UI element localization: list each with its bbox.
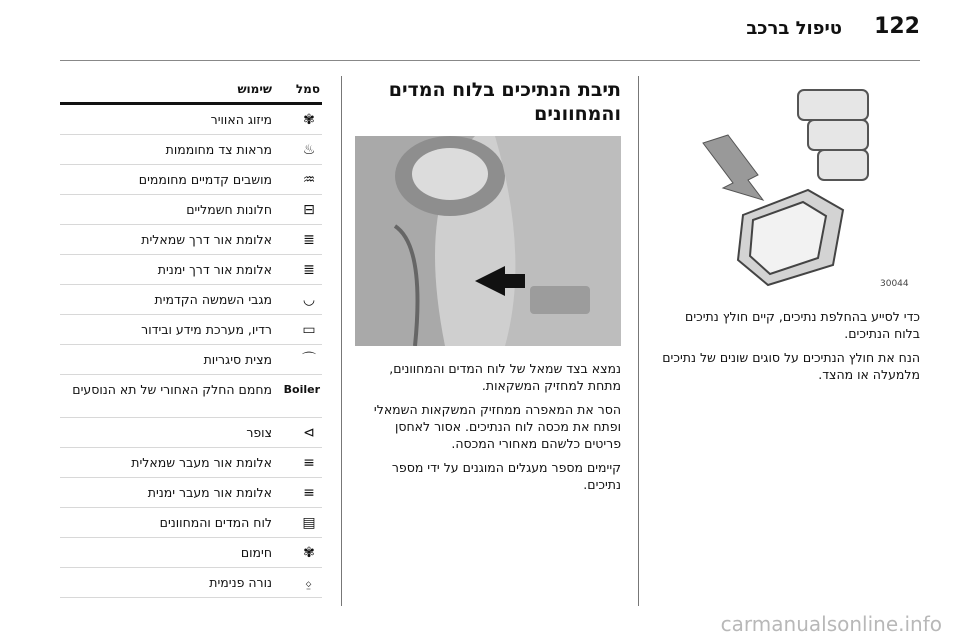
table-row — [60, 448, 322, 478]
fuse-use-label: חימום — [240, 545, 272, 560]
header-divider — [60, 60, 920, 61]
table-row — [60, 418, 322, 448]
table-row — [60, 135, 322, 165]
fuse-use-label: צופר — [246, 425, 272, 440]
fuse-use-label: מצית סיגריות — [203, 352, 272, 367]
power-window-icon: ⊟ — [303, 202, 315, 218]
seat-heater-icon: ♨ — [302, 142, 316, 158]
table-row — [60, 345, 322, 375]
paragraph: כדי לסייע בהחלפת נתיכים, קיים חולץ נתיכים בלוח הנתיכים. — [685, 309, 920, 341]
heating-icon: ✾ — [303, 545, 315, 561]
watermark: carmanualsonline.info — [720, 612, 942, 636]
fuse-use-label: אלומת אור דרך ימנית — [157, 262, 272, 277]
column-divider-right — [638, 76, 639, 606]
page-number: 122 — [874, 14, 920, 39]
radio-icon: ▭ — [302, 322, 316, 338]
fuse-use-label: מגבי השמשה הקדמית — [154, 292, 272, 307]
image-code: 30044 — [880, 279, 909, 289]
column-header-use: שימוש — [237, 82, 272, 96]
heated-seat-icon: ♒ — [302, 172, 316, 188]
table-row — [60, 195, 322, 225]
page-title: טיפול ברכב — [746, 18, 842, 39]
table-row — [60, 508, 322, 538]
fuse-use-label: אלומת אור מעבר ימנית — [147, 485, 272, 500]
fuse-extractor-section — [658, 80, 920, 390]
low-beam-left-icon: ≣ — [303, 232, 315, 248]
fuse-use-label: מחמם החלק האחורי של תא הנוסעים — [72, 382, 272, 397]
table-row — [60, 105, 322, 135]
table-row — [60, 225, 322, 255]
fuse-use-label: מושבים קדמיים מחוממים — [138, 172, 272, 187]
fuse-use-label: חלונות חשמליים — [186, 202, 272, 217]
low-beam-right-icon: ≣ — [303, 262, 315, 278]
interior-light-icon: ⍚ — [304, 575, 314, 591]
fuse-box-photo-illustration — [355, 136, 621, 346]
table-row — [60, 165, 322, 195]
fuse-table-body — [60, 105, 322, 598]
boiler-label: Boiler — [283, 383, 320, 396]
horn-icon: ⊳ — [303, 425, 315, 441]
table-row — [60, 568, 322, 598]
fuse-use-label: לוח המדים והמחוונים — [159, 515, 272, 530]
table-row — [60, 285, 322, 315]
table-row — [60, 315, 322, 345]
fuse-use-label: אלומת אור דרך שמאלית — [141, 232, 272, 247]
table-row — [60, 375, 322, 418]
fuse-table-header — [60, 80, 322, 105]
section-body — [658, 308, 920, 383]
fuse-use-label: מיזוג האוויר — [210, 112, 272, 127]
instrument-panel-fuse-section — [355, 78, 621, 500]
column-header-symbol: סמל — [295, 82, 320, 96]
fuse-extractor-illustration — [658, 80, 920, 292]
paragraph: הסר את המאפרה ממחזיק המשקאות השמאלי ופתח את מכסה לוח הנתיכים. אסור לאחסן פריטים כלשהם מאחורי המכסה. — [373, 402, 621, 451]
column-divider-left — [341, 76, 342, 606]
table-row — [60, 478, 322, 508]
fan-icon: ✾ — [303, 112, 315, 128]
table-row — [60, 255, 322, 285]
cigarette-lighter-icon: ⌒ — [302, 352, 316, 368]
fuse-use-label: מראות צד מחוממות — [165, 142, 272, 157]
instrument-panel-icon: ▤ — [302, 515, 316, 531]
table-row — [60, 538, 322, 568]
fuse-use-label: אלומת אור מעבר שמאלית — [131, 455, 272, 470]
wiper-icon: ◡ — [302, 292, 316, 308]
high-beam-right-icon: ≡ — [303, 485, 315, 501]
page-header — [0, 0, 960, 64]
section-body — [355, 360, 621, 493]
fuse-use-label: נורה פנימית — [209, 575, 272, 590]
fuse-table — [60, 80, 322, 598]
paragraph: נמצא בצד שמאל של לוח המדים והמחוונים, מתחת למחזיק המשקאות. — [389, 361, 621, 393]
high-beam-left-icon: ≡ — [303, 455, 315, 471]
fuse-box-location-photo — [355, 136, 621, 346]
section-heading: תיבת הנתיכים בלוח המדים והמחוונים — [388, 79, 621, 125]
paragraph: קיימים מספר מעגלים המוגנים על ידי מספר נתיכים. — [391, 460, 621, 492]
paragraph: הנח את חולץ הנתיכים על סוגים שונים של נתיכים מלמעלה או מהצד. — [662, 350, 920, 382]
fuse-extractor-drawing — [658, 80, 920, 292]
fuse-use-label: רדיו, מערכת מידע ובידור — [141, 322, 272, 337]
